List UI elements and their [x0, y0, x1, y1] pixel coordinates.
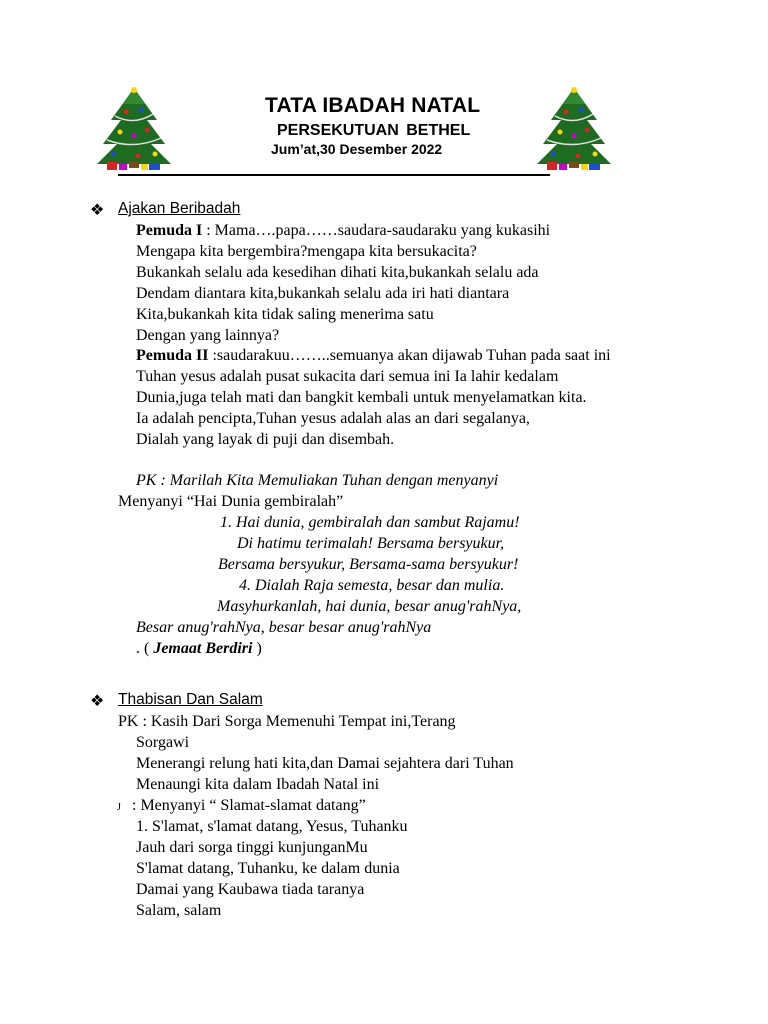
song-line: Besar anug'rahNya, besar besar anug'rahNya	[136, 619, 432, 636]
song-line: S'lamat datang, Tuhanku, ke dalam dunia	[136, 860, 400, 877]
text-line: Kita,bukankah kita tidak saling menerima satu	[136, 306, 434, 323]
song-line: Di hatimu terimalah! Bersama bersyukur,	[237, 535, 505, 552]
text-line: Dengan yang lainnya?	[136, 327, 280, 344]
text-line: Dendam diantara kita,bukankah selalu ada iri hati diantara	[136, 285, 510, 302]
instruction-suffix: )	[252, 640, 262, 657]
section-heading-ajakan: Ajakan Beribadah	[118, 200, 241, 217]
text-line: Tuhan yesus adalah pusat sukacita dari semua ini Ia lahir kedalam	[136, 368, 559, 385]
song-line: Jauh dari sorga tinggi kunjunganMu	[136, 839, 368, 856]
header-divider	[118, 174, 550, 176]
speaker-label: Pemuda I	[136, 222, 203, 239]
pemuda1-line	[136, 222, 550, 240]
song-line: Salam, salam	[136, 902, 222, 919]
song-line: 1. Hai dunia, gembiralah dan sambut Rajamu!	[220, 514, 520, 531]
pemuda1-text: : Mama….papa……saudara-saudaraku yang kukasihi	[202, 222, 551, 239]
text-line: Dunia,juga telah mati dan bangkit kembali untuk menyelamatkan kita.	[136, 389, 587, 406]
speaker-label: Pemuda II	[136, 347, 209, 364]
diamond-bullet-icon: ❖	[90, 202, 105, 219]
pk-line: PK : Kasih Dari Sorga Memenuhi Tempat ini,Terang	[118, 713, 456, 730]
song-line: 1. S'lamat, s'lamat datang, Yesus, Tuhanku	[136, 818, 408, 835]
text-line: Ia adalah pencipta,Tuhan yesus adalah alas an dari segalanya,	[136, 410, 530, 427]
christmas-tree-icon	[93, 84, 175, 172]
pemuda2-line	[136, 347, 611, 365]
song-title-line: : Menyanyi “ Slamat-slamat datang”	[132, 797, 366, 814]
pk-line: PK : Marilah Kita Memuliakan Tuhan dengan menyanyi	[136, 472, 499, 489]
text-line: Menerangi relung hati kita,dan Damai sejahtera dari Tuhan	[136, 755, 514, 772]
song-line: Masyhurkanlah, hai dunia, besar anug'rahNya,	[217, 598, 522, 615]
diamond-bullet-icon: ❖	[90, 693, 105, 710]
document-title: TATA IBADAH NATAL	[265, 94, 481, 117]
section-heading-thabisan: Thabisan Dan Salam	[118, 691, 263, 708]
text-line: Dialah yang layak di puji dan disembah.	[136, 431, 395, 448]
document-date: Jum’at,30 Desember 2022	[271, 141, 443, 157]
song-line: 4. Dialah Raja semesta, besar dan mulia.	[239, 577, 505, 594]
instruction-prefix: . (	[136, 640, 154, 657]
text-line: Sorgawi	[136, 734, 190, 751]
instruction-bold: Jemaat Berdiri	[153, 640, 253, 657]
text-line: Menaungi kita dalam Ibadah Natal ini	[136, 776, 380, 793]
instruction-line	[136, 640, 262, 658]
christmas-tree-icon	[533, 84, 615, 172]
song-line: Damai yang Kaubawa tiada taranya	[136, 881, 365, 898]
song-title-line: Menyanyi “Hai Dunia gembiralah”	[118, 493, 344, 510]
document-subtitle: PERSEKUTUAN BETHEL	[277, 122, 471, 139]
text-line: Bukankah selalu ada kesedihan dihati kita,bukankah selalu ada	[136, 264, 539, 281]
song-line: Bersama bersyukur, Bersama-sama bersyukur!	[218, 556, 519, 573]
pemuda2-text: :saudarakuu……..semuanya akan dijawab Tuhan pada saat ini	[208, 347, 611, 364]
text-line: Mengapa kita bergembira?mengapa kita bersukacita?	[136, 243, 477, 260]
j-marker: J	[117, 802, 121, 813]
